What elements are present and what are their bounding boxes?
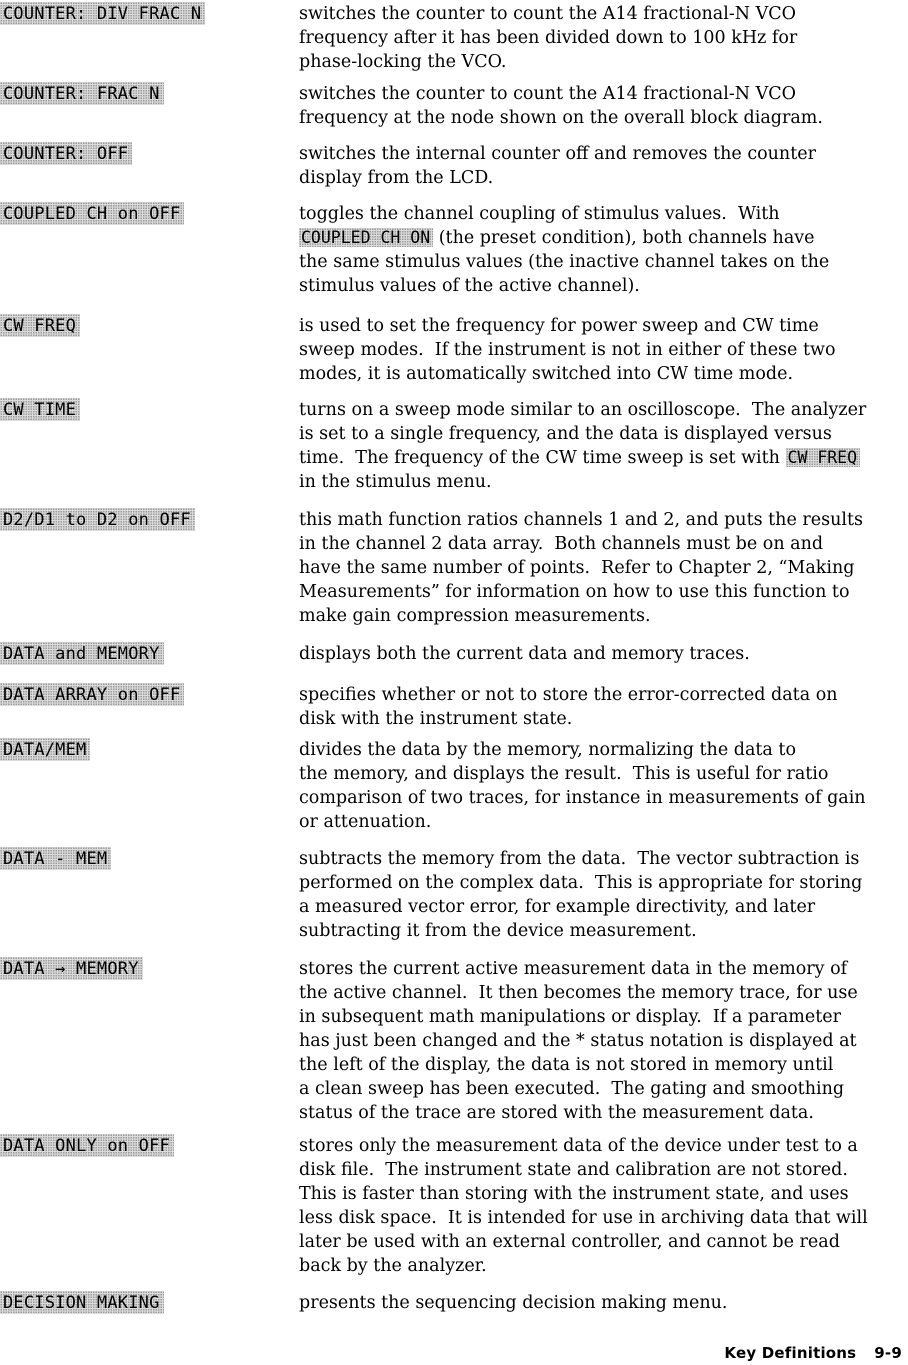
description-line — [299, 604, 907, 628]
description-text: stores the current active measurement data in the memory of — [299, 959, 848, 979]
description-line — [299, 738, 907, 762]
description-text: sweep modes. If the instrument is not in either of these two — [299, 340, 836, 360]
key-description — [299, 398, 907, 494]
description-text: (the preset condition), both channels have — [433, 228, 815, 248]
softkey-label: DECISION MAKING — [0, 1291, 164, 1314]
description-line — [299, 202, 907, 226]
softkey-label: COUNTER: FRAC N — [0, 82, 164, 105]
key-description — [299, 683, 907, 731]
description-text: is set to a single frequency, and the data is displayed versus — [299, 424, 832, 444]
description-line — [299, 1158, 907, 1182]
description-text: divides the data by the memory, normalizing the data to — [299, 740, 796, 760]
description-text: or attenuation. — [299, 812, 432, 832]
description-text: switches the counter to count the A14 fractional-N VCO — [299, 84, 796, 104]
inline-softkey-reference: CW FREQ — [786, 448, 861, 467]
softkey-label: DATA ONLY on OFF — [0, 1134, 174, 1157]
key-description — [299, 508, 907, 628]
softkey-label: DATA ARRAY on OFF — [0, 683, 184, 706]
description-line — [299, 919, 907, 943]
description-text: make gain compression measurements. — [299, 606, 651, 626]
description-text: back by the analyzer. — [299, 1256, 487, 1276]
description-text: turns on a sweep mode similar to an oscilloscope. The analyzer — [299, 400, 867, 420]
description-text: subtracts the memory from the data. The vector subtraction is — [299, 849, 860, 869]
description-text: disk with the instrument state. — [299, 709, 573, 729]
description-line — [299, 532, 907, 556]
description-text: frequency after it has been divided down to 100 kHz for — [299, 28, 798, 48]
description-text: performed on the complex data. This is appropriate for storing — [299, 873, 863, 893]
description-line — [299, 762, 907, 786]
description-text: in the channel 2 data array. Both channels must be on and — [299, 534, 824, 554]
description-text: specifies whether or not to store the error-corrected data on — [299, 685, 838, 705]
description-text: display from the LCD. — [299, 168, 494, 188]
description-text: this math function ratios channels 1 and 2, and puts the results — [299, 510, 863, 530]
key-description — [299, 847, 907, 943]
description-line — [299, 82, 907, 106]
description-line — [299, 871, 907, 895]
description-line — [299, 981, 907, 1005]
description-text: has just been changed and the * status notation is displayed at — [299, 1031, 857, 1051]
description-line — [299, 250, 907, 274]
key-description — [299, 82, 907, 130]
description-text: in subsequent math manipulations or display. If a parameter — [299, 1007, 842, 1027]
description-text: phase-locking the VCO. — [299, 52, 507, 72]
description-line — [299, 1134, 907, 1158]
description-line — [299, 707, 907, 731]
description-line — [299, 847, 907, 871]
key-description — [299, 642, 907, 666]
description-line — [299, 810, 907, 834]
description-line — [299, 50, 907, 74]
description-line — [299, 106, 907, 130]
description-line — [299, 338, 907, 362]
description-text: presents the sequencing decision making menu. — [299, 1293, 728, 1313]
softkey-label: DATA - MEM — [0, 847, 111, 870]
description-text: status of the trace are stored with the measurement data. — [299, 1103, 814, 1123]
description-text: time. The frequency of the CW time sweep is set with — [299, 448, 786, 468]
description-text: switches the internal counter off and removes the counter — [299, 144, 816, 164]
description-text: subtracting it from the device measurement. — [299, 921, 697, 941]
description-line — [299, 683, 907, 707]
description-line — [299, 142, 907, 166]
key-description — [299, 202, 907, 298]
footer-section-title: Key Definitions — [724, 1344, 857, 1362]
softkey-label: D2/D1 to D2 on OFF — [0, 508, 195, 531]
description-line — [299, 556, 907, 580]
description-text: in the stimulus menu. — [299, 472, 492, 492]
description-text: the left of the display, the data is not stored in memory until — [299, 1055, 834, 1075]
description-text: comparison of two traces, for instance in measurements of gain — [299, 788, 866, 808]
description-line — [299, 274, 907, 298]
description-line — [299, 1029, 907, 1053]
softkey-label: DATA and MEMORY — [0, 642, 164, 665]
key-description — [299, 738, 907, 834]
description-line — [299, 1005, 907, 1029]
description-text: stimulus values of the active channel). — [299, 276, 640, 296]
description-text: frequency at the node shown on the overall block diagram. — [299, 108, 823, 128]
description-line — [299, 957, 907, 981]
description-text: This is faster than storing with the instrument state, and uses — [299, 1184, 849, 1204]
description-line — [299, 580, 907, 604]
description-text: have the same number of points. Refer to Chapter 2, “Making — [299, 558, 855, 578]
description-line — [299, 1291, 907, 1315]
key-description — [299, 314, 907, 386]
description-line — [299, 226, 907, 250]
softkey-label: DATA/MEM — [0, 738, 90, 761]
description-text: the active channel. It then becomes the memory trace, for use — [299, 983, 858, 1003]
description-line — [299, 398, 907, 422]
description-line — [299, 422, 907, 446]
description-line — [299, 895, 907, 919]
description-line — [299, 642, 907, 666]
page-footer — [724, 1344, 902, 1362]
description-line — [299, 26, 907, 50]
description-line — [299, 1206, 907, 1230]
description-line — [299, 1077, 907, 1101]
description-line — [299, 470, 907, 494]
description-text: the memory, and displays the result. This is useful for ratio — [299, 764, 829, 784]
description-text: displays both the current data and memory traces. — [299, 644, 750, 664]
footer-page-number: 9-9 — [874, 1344, 902, 1362]
key-description — [299, 142, 907, 190]
description-line — [299, 1053, 907, 1077]
description-text: later be used with an external controller, and cannot be read — [299, 1232, 840, 1252]
description-text: stores only the measurement data of the device under test to a — [299, 1136, 858, 1156]
description-text: is used to set the frequency for power sweep and CW time — [299, 316, 819, 336]
softkey-label: DATA → MEMORY — [0, 957, 143, 980]
softkey-label: COUPLED CH on OFF — [0, 202, 184, 225]
key-description — [299, 1291, 907, 1315]
description-line — [299, 1182, 907, 1206]
description-text: a clean sweep has been executed. The gating and smoothing — [299, 1079, 845, 1099]
inline-softkey-reference: COUPLED CH ON — [299, 228, 433, 247]
description-text: modes, it is automatically switched into CW time mode. — [299, 364, 794, 384]
description-line — [299, 786, 907, 810]
description-line — [299, 1230, 907, 1254]
description-text: toggles the channel coupling of stimulus values. With — [299, 204, 780, 224]
description-line — [299, 314, 907, 338]
description-line — [299, 166, 907, 190]
description-text: Measurements” for information on how to use this function to — [299, 582, 850, 602]
description-line — [299, 508, 907, 532]
description-text: switches the counter to count the A14 fractional-N VCO — [299, 4, 796, 24]
key-description — [299, 957, 907, 1125]
description-text: a measured vector error, for example directivity, and later — [299, 897, 816, 917]
description-text: disk file. The instrument state and calibration are not stored. — [299, 1160, 848, 1180]
description-line — [299, 362, 907, 386]
softkey-label: CW FREQ — [0, 314, 80, 337]
description-text: less disk space. It is intended for use in archiving data that will — [299, 1208, 868, 1228]
key-description — [299, 2, 907, 74]
description-line — [299, 446, 907, 470]
key-description — [299, 1134, 907, 1278]
description-line — [299, 2, 907, 26]
description-text: the same stimulus values (the inactive channel takes on the — [299, 252, 830, 272]
description-line — [299, 1254, 907, 1278]
description-line — [299, 1101, 907, 1125]
softkey-label: COUNTER: OFF — [0, 142, 132, 165]
softkey-label: COUNTER: DIV FRAC N — [0, 2, 205, 25]
softkey-label: CW TIME — [0, 398, 80, 421]
